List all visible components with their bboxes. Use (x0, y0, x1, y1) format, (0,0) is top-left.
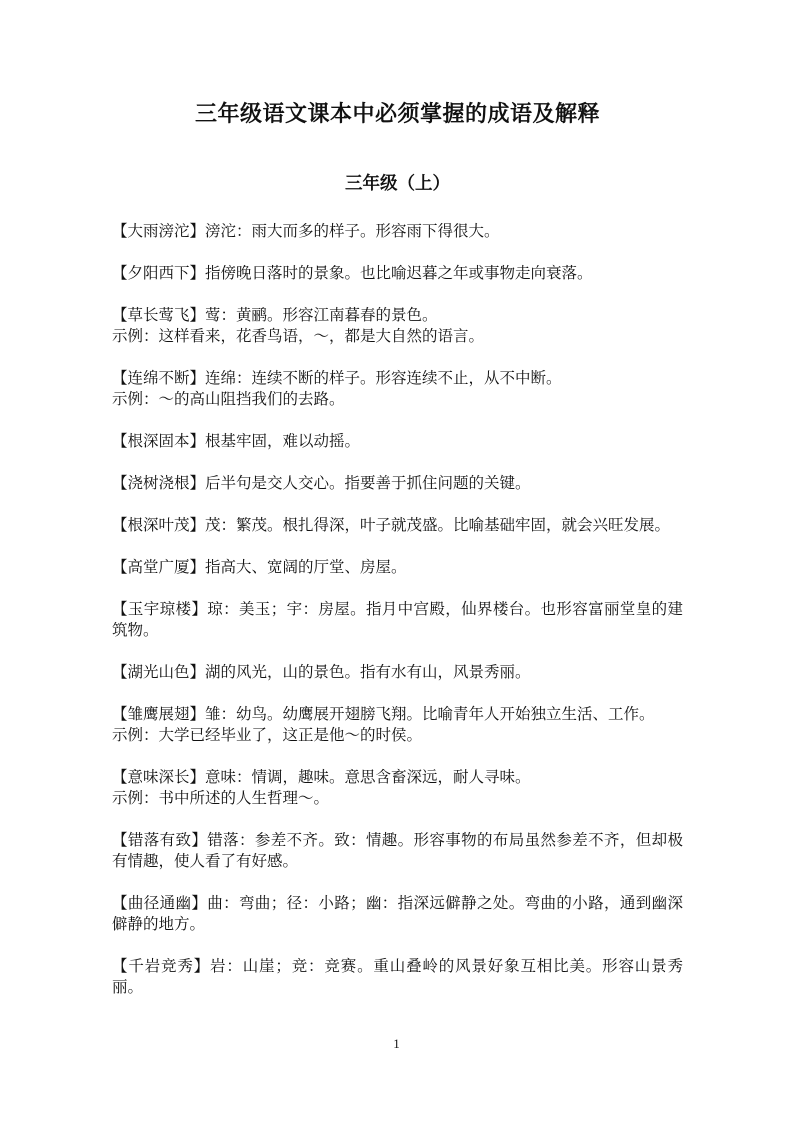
idiom-definition-text: 根基牢固，难以动摇。 (205, 433, 361, 450)
idiom-definition-line (112, 517, 670, 534)
page-number: 1 (393, 1036, 400, 1051)
idiom-term: 【玉宇琼楼】 (112, 601, 208, 618)
idiom-definition-text: 错落：参差不齐。致：情趣。形容事物的布局虽然参差不齐，但却极有情趣，使人看了有好感。 (112, 832, 683, 870)
idiom-definition-text: 琼：美玉；宇：房屋。指月中宫殿，仙界楼台。也形容富丽堂皇的建筑物。 (112, 601, 683, 639)
idiom-definition-text: 指高大、宽阔的厅堂、房屋。 (205, 559, 407, 576)
idiom-definition-line (112, 559, 407, 576)
idiom-entry (112, 557, 683, 578)
idiom-example: 示例：大学已经毕业了，这正是他～的时侯。 (112, 727, 423, 744)
idiom-entry (112, 431, 683, 452)
idiom-definition-text: 意味：情调，趣味。意思含畜深远，耐人寻味。 (205, 769, 531, 786)
idiom-entry (112, 830, 683, 872)
idiom-definition-line (112, 958, 683, 996)
idiom-definition-line (112, 832, 683, 870)
idiom-definition-text: 指傍晚日落时的景象。也比喻迟暮之年或事物走向衰落。 (205, 265, 593, 282)
idiom-definition-text: 滂沱：雨大而多的样子。形容雨下得很大。 (205, 223, 500, 240)
idiom-term: 【根深叶茂】 (112, 517, 206, 534)
idiom-definition-line (112, 475, 531, 492)
idiom-definition-line (112, 265, 593, 282)
idiom-example: 示例：～的高山阻挡我们的去路。 (112, 391, 345, 408)
idiom-definition-line (112, 895, 683, 933)
idiom-term: 【夕阳西下】 (112, 265, 206, 282)
idiom-entry (112, 515, 683, 536)
idiom-definition-text: 岩：山崖；竞：竞赛。重山叠岭的风景好象互相比美。形容山景秀丽。 (112, 958, 683, 996)
idiom-definition-text: 曲：弯曲；径：小路；幽：指深远僻静之处。弯曲的小路，通到幽深僻静的地方。 (112, 895, 683, 933)
idiom-entry (112, 893, 683, 935)
idiom-example: 示例：这样看来，花香鸟语，～，都是大自然的语言。 (112, 328, 485, 345)
idiom-entry (112, 767, 683, 809)
idiom-term: 【根深固本】 (112, 433, 206, 450)
idiom-term: 【浇树浇根】 (112, 475, 206, 492)
idiom-definition-text: 莺：黄鹂。形容江南暮春的景色。 (205, 307, 438, 324)
idiom-definition-text: 后半句是交人交心。指要善于抓住问题的关键。 (205, 475, 531, 492)
idiom-definition-text: 雏：幼鸟。幼鹰展开翅膀飞翔。比喻青年人开始独立生活、工作。 (205, 706, 655, 723)
idiom-definition-line (112, 307, 438, 324)
idiom-entry (112, 704, 683, 746)
idiom-definition-line (112, 664, 531, 681)
idiom-definition-line (112, 370, 562, 387)
idiom-entry (112, 662, 683, 683)
idiom-term: 【草长莺飞】 (112, 307, 206, 324)
idiom-term: 【意味深长】 (112, 769, 206, 786)
idiom-entry (112, 263, 683, 284)
idiom-term: 【高堂广厦】 (112, 559, 206, 576)
idiom-term: 【湖光山色】 (112, 664, 206, 681)
idiom-definition-line (112, 769, 531, 786)
idiom-entry (112, 473, 683, 494)
section-heading: 三年级（上） (345, 173, 450, 193)
idiom-definition-line (112, 223, 500, 240)
idiom-term: 【大雨滂沱】 (112, 223, 206, 240)
document-title: 三年级语文课本中必须掌握的成语及解释 (194, 101, 600, 126)
idiom-term: 【连绵不断】 (112, 370, 206, 387)
idiom-definition-line (112, 601, 683, 639)
idiom-definition-line (112, 706, 655, 723)
idiom-definition-text: 连绵：连续不断的样子。形容连续不止，从不中断。 (205, 370, 562, 387)
idiom-entry (112, 956, 683, 998)
idiom-entry (112, 305, 683, 347)
idiom-entry (112, 221, 683, 242)
idiom-entry (112, 599, 683, 641)
idiom-term: 【错落有致】 (112, 832, 208, 849)
idiom-term: 【千岩竞秀】 (112, 958, 211, 975)
idiom-entry (112, 368, 683, 410)
idiom-list (112, 221, 683, 998)
idiom-definition-line (112, 433, 360, 450)
idiom-example: 示例：书中所述的人生哲理～。 (112, 790, 330, 807)
idiom-definition-text: 茂：繁茂。根扎得深，叶子就茂盛。比喻基础牢固，就会兴旺发展。 (205, 517, 671, 534)
idiom-definition-text: 湖的风光，山的景色。指有水有山，风景秀丽。 (205, 664, 531, 681)
idiom-term: 【雏鹰展翅】 (112, 706, 206, 723)
idiom-term: 【曲径通幽】 (112, 895, 208, 912)
